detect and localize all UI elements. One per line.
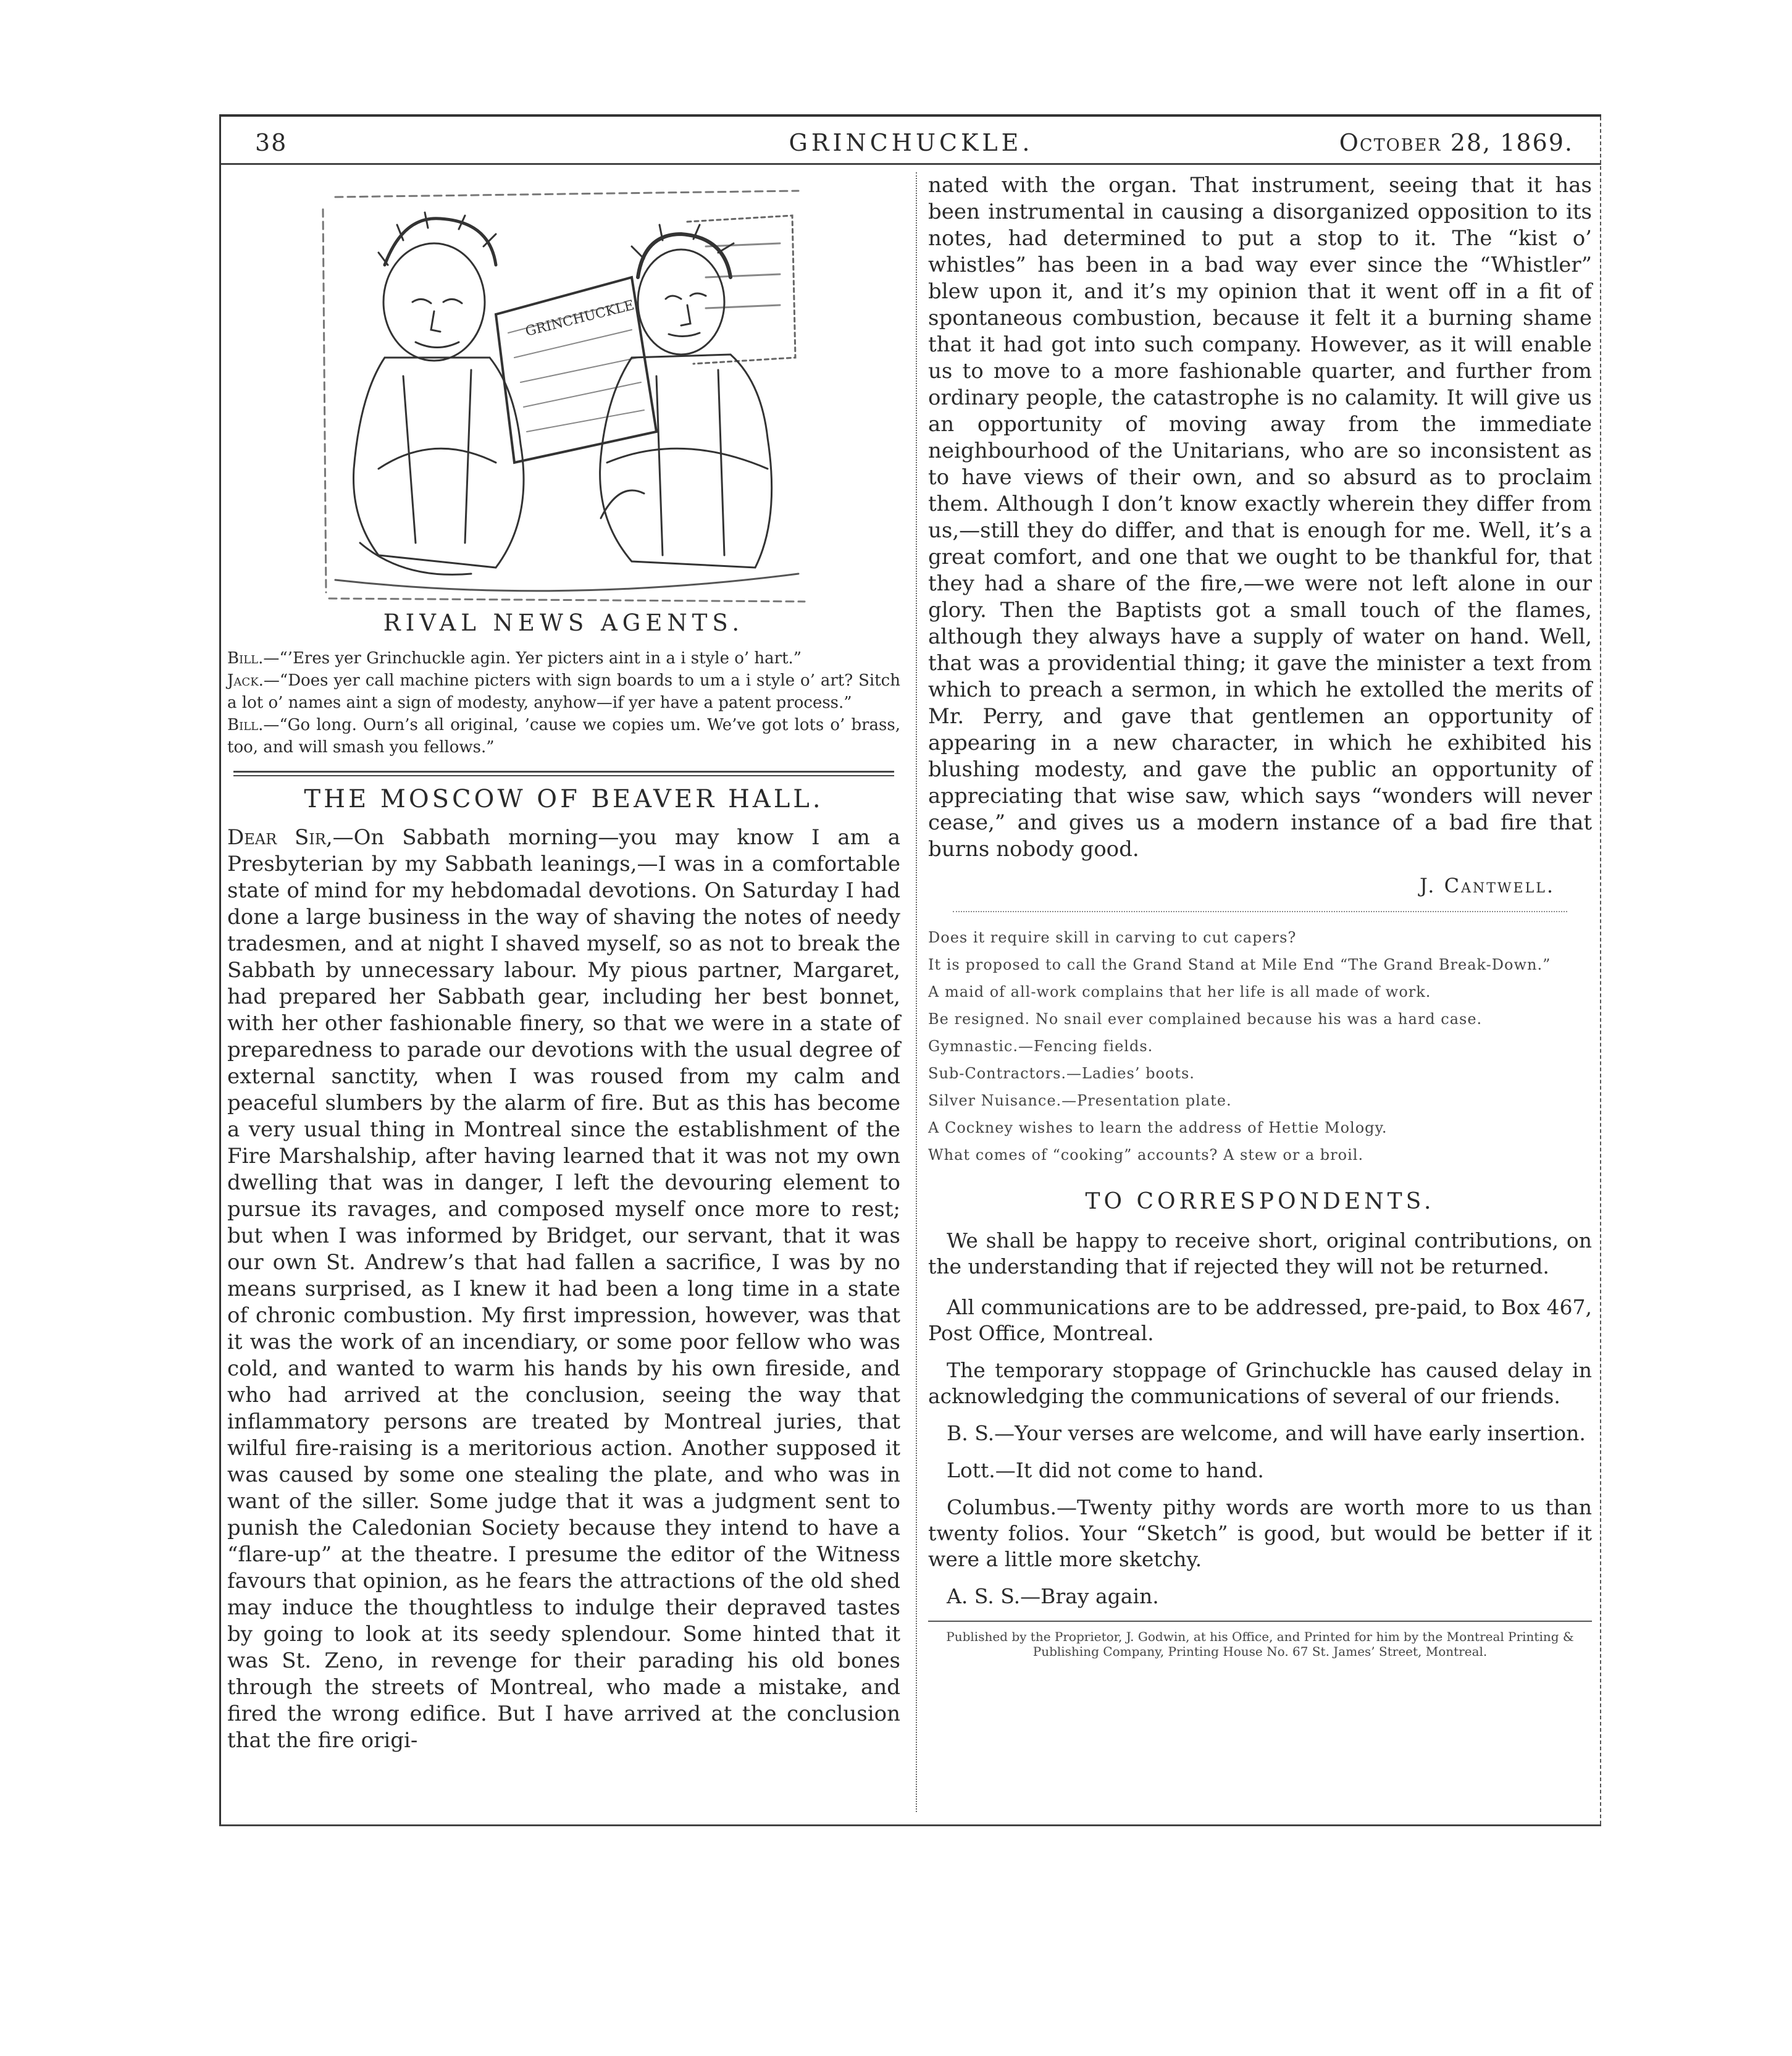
correspondent-note: B. S.—Your verses are welcome, and will have early insertion. [947, 1421, 1586, 1445]
dialog-line [227, 669, 900, 714]
joke-item: Does it require skill in carving to cut capers? [928, 929, 1297, 946]
joke-item: It is proposed to call the Grand Stand at Mile End “The Grand Break-Down.” [928, 956, 1551, 973]
correspondents-list [928, 1228, 1592, 1609]
right-column [928, 172, 1592, 1659]
dialog-speaker: Jack.— [227, 671, 280, 690]
cartoon-drawing [311, 172, 817, 605]
article-body-left [227, 824, 900, 1754]
newspaper-masthead-text: GRINCHUCKLE [524, 297, 636, 340]
joke-item: Silver Nuisance.—Presentation plate. [928, 1092, 1232, 1109]
column-divider [916, 172, 917, 1812]
correspondents-title: TO CORRESPONDENTS. [1085, 1189, 1435, 1214]
joke-item: Gymnastic.—Fencing fields. [928, 1038, 1153, 1055]
joke-item: Be resigned. No snail ever complained because his was a hard case. [928, 1010, 1483, 1028]
joke-item: What comes of “cooking” accounts? A stew or a broil. [928, 1146, 1364, 1164]
correspondent-note: The temporary stoppage of Grinchuckle has caused delay in acknowledging the communications of several of our friends. [928, 1358, 1592, 1408]
article-salutation: Dear Sir, [227, 825, 333, 850]
article-body-right: nated with the organ. That instrument, seeing that it has been instrumental in causing a disorganized opposition to its notes, had determined to put a stop to it. The “kist o’ whistles” has been in a bad way ever since the “Whistler” blew upon it, and it’s my opinion that it went off in a fit of spontaneous combustion, because it felt it a burning shame that it had got into such company. However, as it will enable us to move to a more fashionable quarter, and further from ordinary people, the catastrophe is no calamity. It will give us an opportunity of moving away from the immediate neighbourhood of the Unitarians, who are so inconsistent as to have views of their own, and so absurd as to proclaim them. Although I don’t know exactly wherein they differ from us,—still they do differ, and that is enough for me. Well, it’s a great comfort, and one that we ought to be thankful for, that they had a share of the fire,—we were not left alone in our glory. Then the Baptists got a small touch of the flames, although they always have a supply of water on hand. Well, that was a providential thing; it gave the minister a text from which to preach a sermon, in which he extolled the merits of Mr. Perry, and gave that gentlemen an opportunity of appearing in a new character, in which he exhibited his blushing modesty, and gave the public an opportunity of appreciating that wise saw, which says “wonders will never cease,” and gives us a modern instance of a bad fire that burns nobody good. [928, 173, 1592, 862]
issue-date: October 28, 1869. [1339, 129, 1573, 156]
jokes-list [928, 928, 1592, 1164]
joke-item: Sub-Contractors.—Ladies’ boots. [928, 1065, 1195, 1082]
dialog-line [227, 714, 900, 758]
article-text-left: —On Sabbath morning—you may know I am a Presbyterian by my Sabbath leanings,—I was in a comfortable state of mind for my hebdomadal devotions. On Saturday I had done a large business in the way of shaving the notes of needy tradesmen, and at night I shaved myself, so as not to break the Sabbath by unnecessary labour. My pious partner, Margaret, had prepared her Sabbath gear, including her best bonnet, with her other fashionable finery, so that we were in a state of preparedness to parade our devotions with the usual degree of external sanctity, when I was roused from my calm and peaceful slumbers by the alarm of fire. But as this has become a very usual thing in Montreal since the establishment of the Fire Marshalship, after having learned that it was not my own dwelling that was in danger, I left the devouring element to pursue its ravages, and composed myself once more to rest; but when I was informed by Bridget, our servant, that it was our own St. Andrew’s that had fallen a sacrifice, I was by no means surprised, as I knew it had been a long time in a state of chronic combustion. My first impression, however, was that it was the work of an incendiary, or some poor fellow who was cold, and wanted to warm his hands by his own fireside, and who had arrived at the conclusion, seeing the way that inflammatory persons are treated by Montreal juries, that wilful fire-raising is a meritorious action. Another supposed it was caused by some one stealing the plate, and who was in want of the siller. Some judge that it was a judgment sent to punish the Caledonian Society because they intend to have a “flare-up” at the theatre. I presume the editor of the Witness favours that opinion, as he fears the attractions of the old shed may induce the thoughtless to indulge their depraved tastes by going to look at its seedy splendour. Some hinted that it was St. Zeno, in revenge for their parading his old bones through the streets of Montreal, who made a mistake, and fired the wrong edifice. But I have arrived at the conclusion that the fire origi- [227, 825, 901, 1753]
publisher-imprint: Published by the Proprietor, J. Godwin, at his Office, and Printed for him by the Montreal Printing & Publishing Company, Printing House No. 67 St. James’ Street, Montreal. [928, 1621, 1592, 1659]
cartoon-illustration [311, 172, 817, 605]
dialog-speaker: Bill.— [227, 716, 280, 734]
joke-item: A Cockney wishes to learn the address of Hettie Mology. [928, 1119, 1388, 1136]
correspondent-note: All communications are to be addressed, pre-paid, to Box 467, Post Office, Montreal. [928, 1295, 1592, 1345]
left-column [227, 172, 900, 1754]
page-number: 38 [255, 129, 288, 156]
dialog-speaker: Bill.— [227, 649, 280, 668]
article-signature: J. Cantwell. [1419, 874, 1555, 897]
correspondent-note: A. S. S.—Bray again. [947, 1584, 1159, 1608]
article-title: THE MOSCOW OF BEAVER HALL. [304, 785, 824, 813]
dialog-text: “Go long. Ourn’s all original, ’cause we copies um. We’ve got lots o’ brass, too, and will smash you fellows.” [227, 716, 900, 757]
correspondent-note: We shall be happy to receive short, original contributions, on the understanding that if rejected they will not be returned. [928, 1228, 1592, 1278]
masthead-title: GRINCHUCKLE. [789, 129, 1034, 156]
dialog-line [227, 647, 900, 669]
correspondent-note: Columbus.—Twenty pithy words are worth more to us than twenty folios. Your “Sketch” is good, but would be better if it were a little more sketchy. [928, 1495, 1592, 1571]
correspondent-note: Lott.—It did not come to hand. [947, 1458, 1264, 1482]
page-header [221, 117, 1601, 165]
joke-item: A maid of all-work complains that her life is all made of work. [928, 983, 1431, 1001]
section-divider [953, 911, 1567, 912]
cartoon-dialog [227, 647, 900, 758]
newspaper-page [219, 114, 1601, 1826]
cartoon-caption: RIVAL NEWS AGENTS. [383, 610, 745, 636]
dialog-text: “Does yer call machine picters with sign boards to um a i style o’ art? Sitch a lot o’ names aint a sign of modesty, anyhow—if yer have a patent process.” [227, 671, 900, 712]
dialog-text: “’Eres yer Grinchuckle agin. Yer picters aint in a i style o’ hart.” [279, 649, 802, 668]
section-divider [233, 771, 894, 776]
